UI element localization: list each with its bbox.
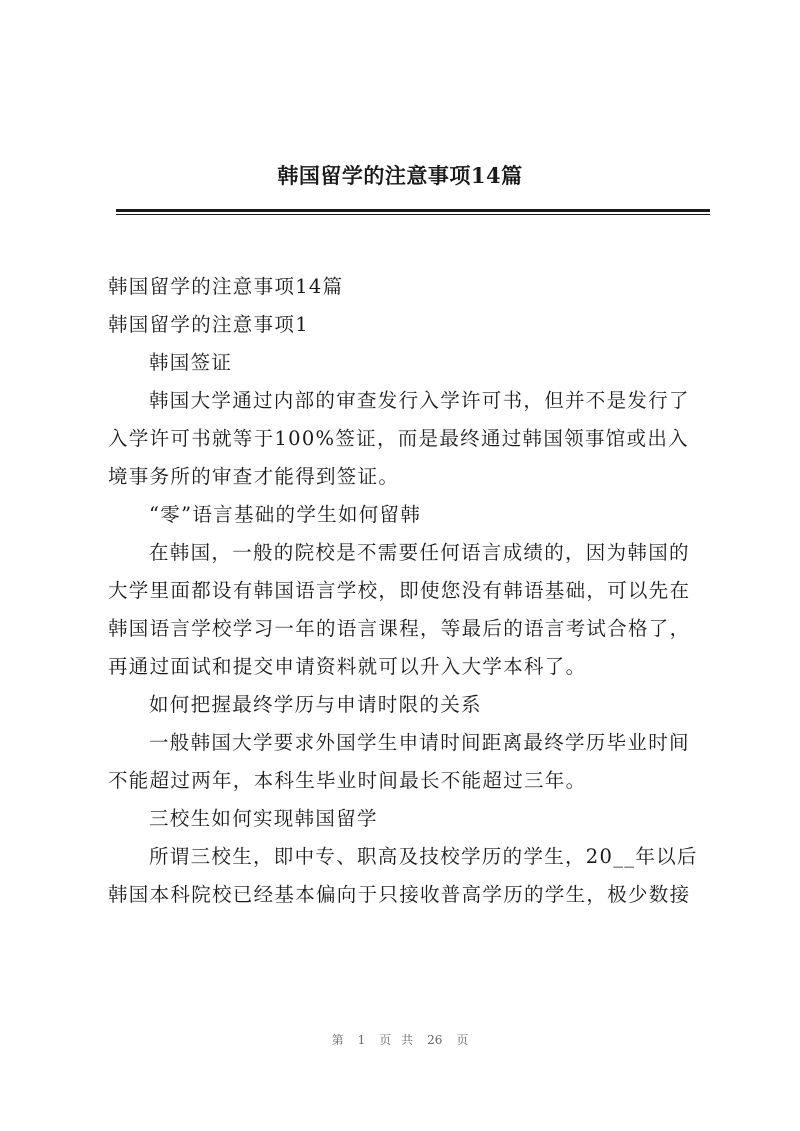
doc-title-line: 韩国留学的注意事项14篇	[108, 275, 344, 298]
document-header-title: 韩国留学的注意事项14篇	[277, 163, 523, 188]
footer-middle: 页 共	[379, 1033, 414, 1047]
paragraph-time-limit: 一般韩国大学要求外国学生申请时间距离最终学历毕业时间不能超过两年，本科生毕业时间最长不能超过三年。	[108, 731, 690, 792]
document-body	[108, 268, 708, 914]
footer-suffix: 页	[456, 1033, 469, 1047]
subheading-zero-language: “零”语言基础的学生如何留韩	[149, 503, 422, 526]
footer-prefix: 第	[331, 1033, 344, 1047]
subheading-three-schools: 三校生如何实现韩国留学	[149, 807, 378, 830]
page-footer	[0, 1031, 800, 1048]
header-rule-thin	[116, 214, 710, 215]
subheading-time-limit: 如何把握最终学历与申请时限的关系	[149, 693, 482, 716]
section-heading: 韩国留学的注意事项1	[108, 313, 309, 336]
paragraph-zero-language: 在韩国，一般的院校是不需要任何语言成绩的，因为韩国的大学里面都设有韩国语言学校，即使您没有韩语基础，可以先在韩国语言学校学习一年的语言课程，等最后的语言考试合格了，再通过面试和提交申请资料就可以升入大学本科了。	[108, 541, 691, 678]
paragraph-three-schools: 所谓三校生，即中专、职高及技校学历的学生，20__年以后韩国本科院校已经基本偏向于只接收普高学历的学生，极少数接	[108, 845, 698, 906]
paragraph-visa: 韩国大学通过内部的审查发行入学许可书，但并不是发行了入学许可书就等于100%签证，而是最终通过韩国领事馆或出入境事务所的审查才能得到签证。	[108, 389, 690, 488]
header-rule-thick	[116, 209, 710, 212]
footer-total-pages: 26	[427, 1033, 443, 1047]
footer-current-page: 1	[357, 1033, 366, 1047]
subheading-visa: 韩国签证	[149, 351, 233, 374]
